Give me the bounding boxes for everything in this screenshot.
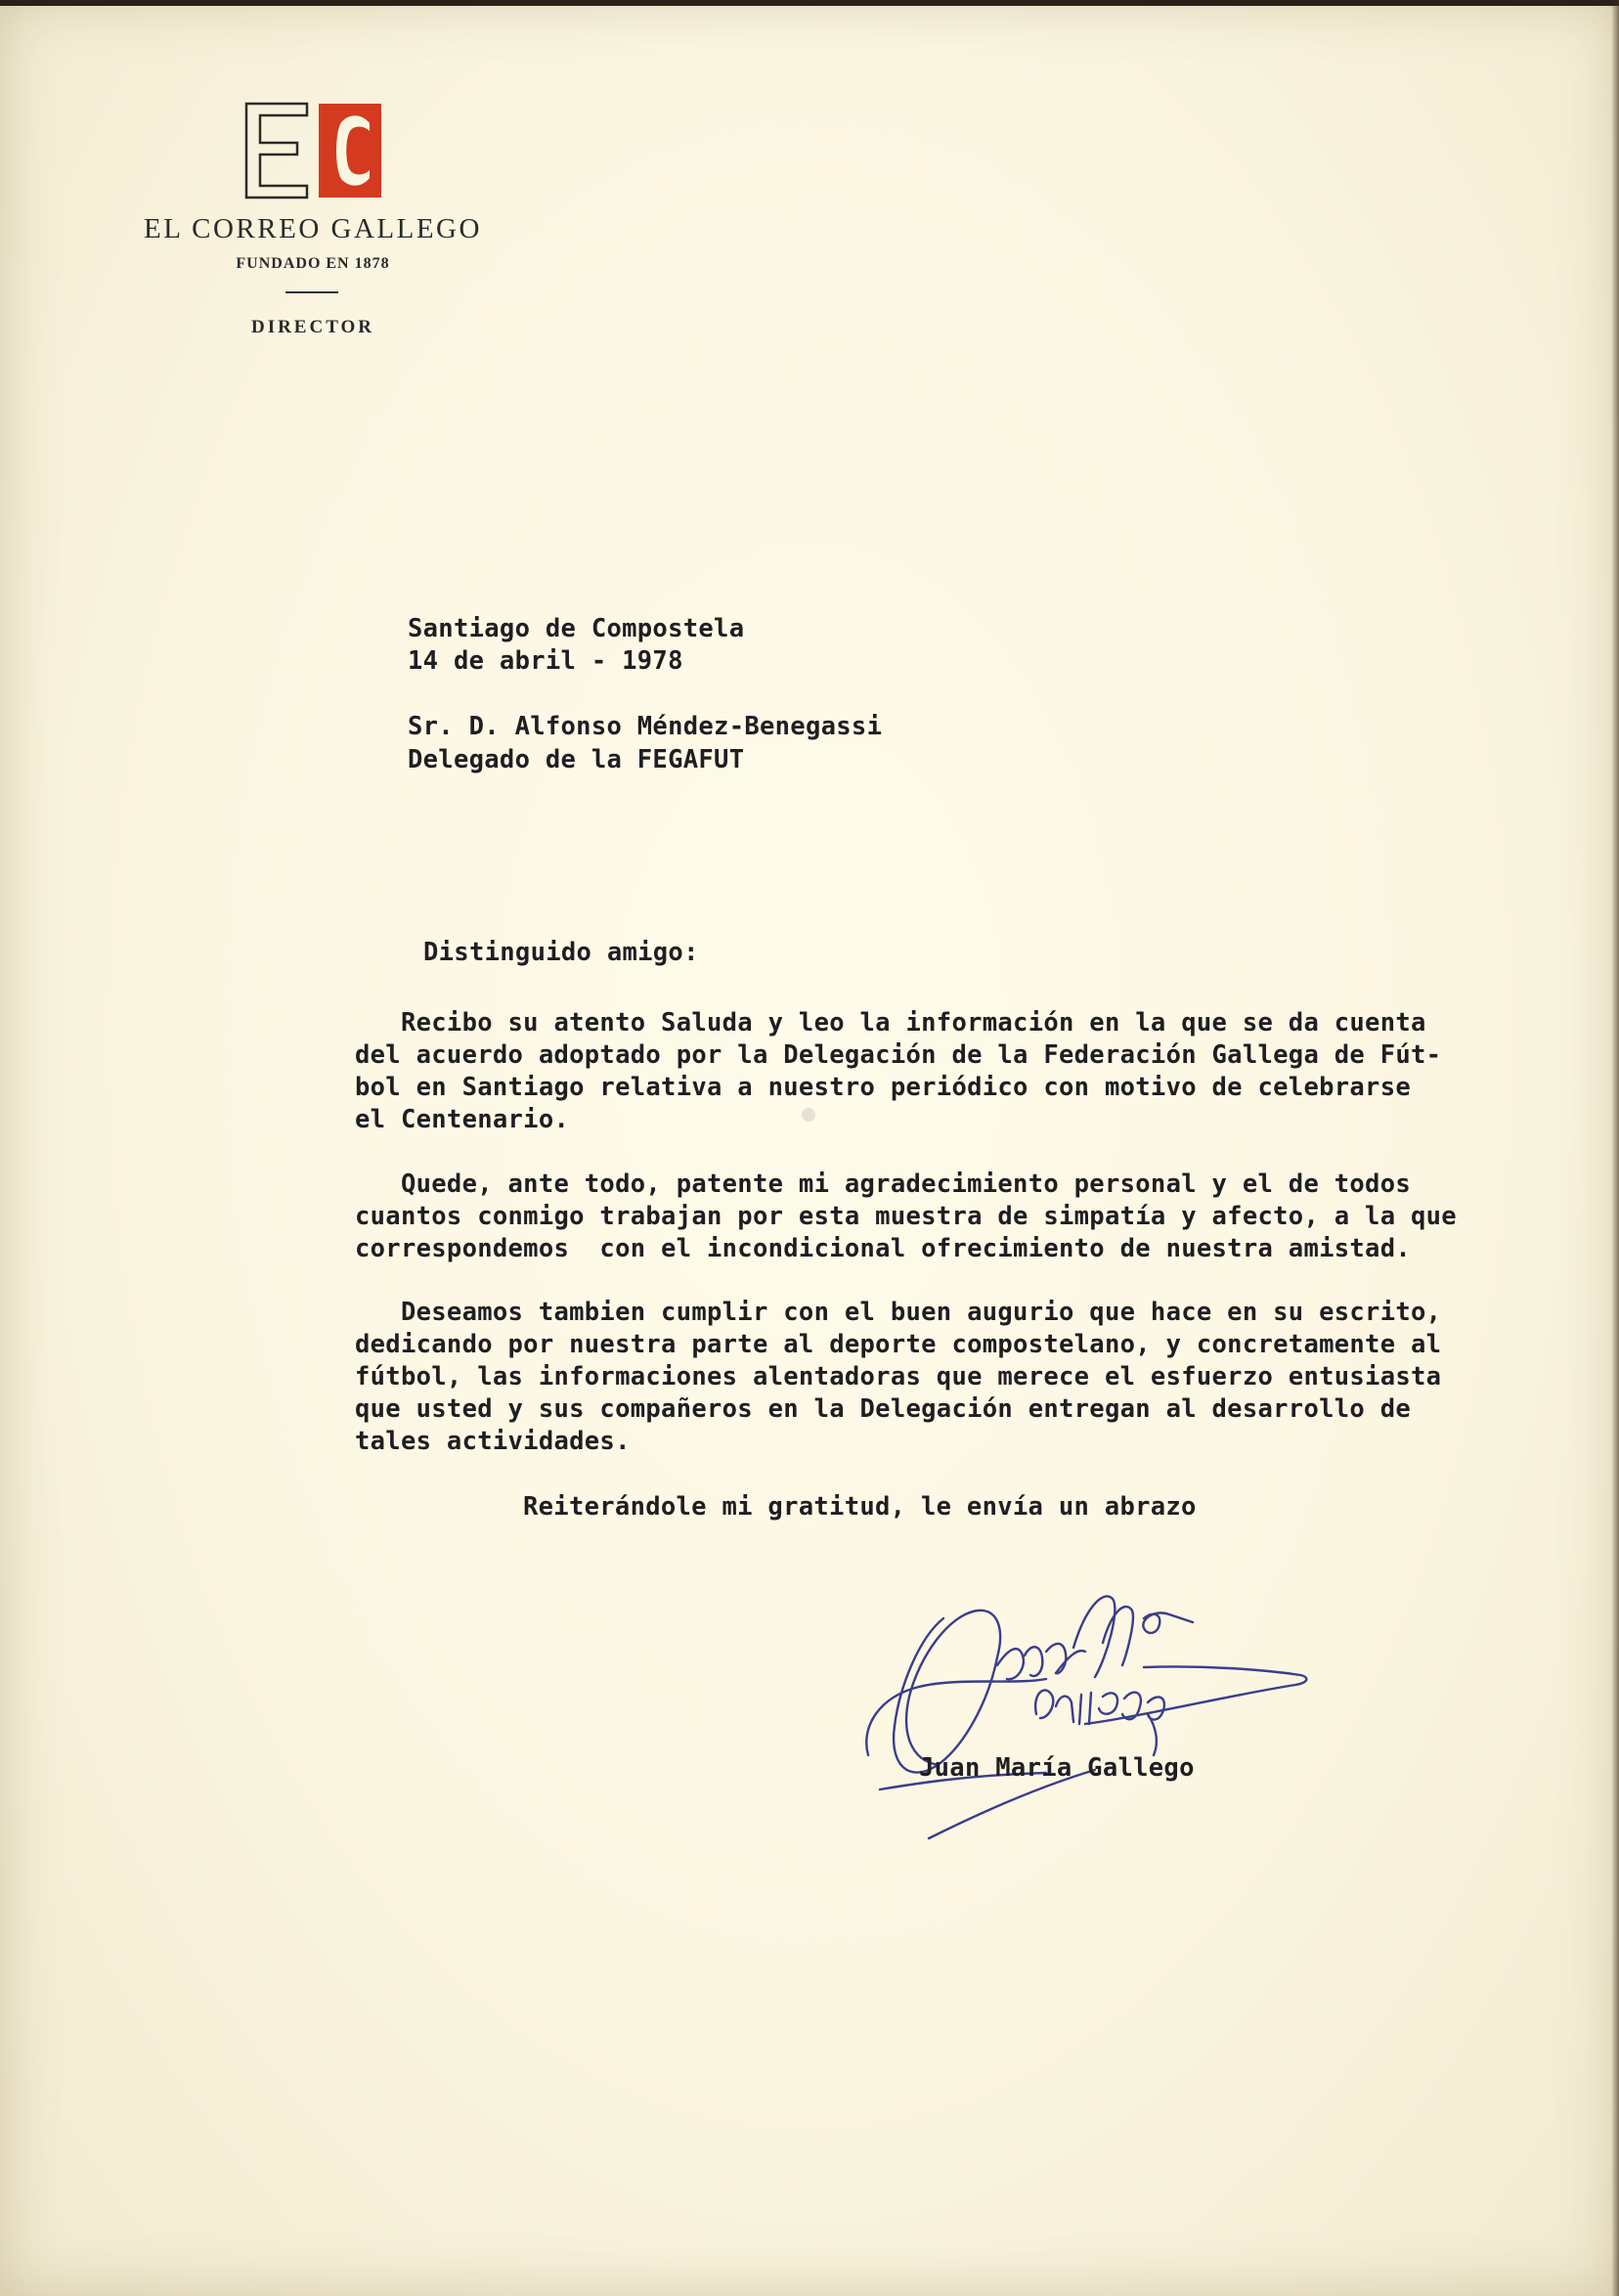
newspaper-name: EL CORREO GALLEGO xyxy=(144,213,482,244)
letter-place: Santiago de Compostela xyxy=(408,614,745,643)
founded-line: FUNDADO EN 1878 xyxy=(236,255,390,272)
letterhead-divider xyxy=(285,291,338,293)
signer-name: Juan María Gallego xyxy=(919,1753,1195,1783)
letter-date: 14 de abril - 1978 xyxy=(408,646,683,676)
letterhead-role: DIRECTOR xyxy=(250,317,375,337)
page-edge-right xyxy=(1611,0,1619,2296)
paper-smudge xyxy=(802,1108,815,1122)
recipient-name: Sr. D. Alfonso Méndez-Benegassi xyxy=(408,712,883,741)
salutation: Distinguido amigo: xyxy=(423,938,699,967)
handwritten-signature xyxy=(851,1550,1408,1843)
body-paragraph-2: Quede, ante todo, patente mi agradecimiento personal y el de todos cuantos conmigo trabajan por esta muestra de simpatía y afecto, a la que correspondemos con el incondicional ofrecimiento de nuestra amistad. xyxy=(355,1170,1457,1263)
page-edge-top xyxy=(0,0,1619,6)
body-paragraph-1: Recibo su atento Saluda y leo la información en la que se da cuenta del acuerdo adoptado por la Delegación de la Federación Gallega de Fút- bol en Santiago relativa a nuestro periódico con motivo de celebrarse el Centenario. xyxy=(355,1008,1442,1134)
body-paragraph-3: Deseamos tambien cumplir con el buen augurio que hace en su escrito, dedicando por nuestra parte al deporte compostelano, y concretamente al fútbol, las informaciones alentadoras que merece el esfuerzo entusiasta que usted y sus compañeros en la Delegación entregan al desarrollo de tales actividades. xyxy=(355,1298,1442,1456)
closing-line: Reiterándole mi gratitud, le envía un abrazo xyxy=(523,1492,1197,1522)
recipient-title: Delegado de la FEGAFUT xyxy=(408,745,745,774)
el-correo-gallego-logo xyxy=(244,102,383,199)
